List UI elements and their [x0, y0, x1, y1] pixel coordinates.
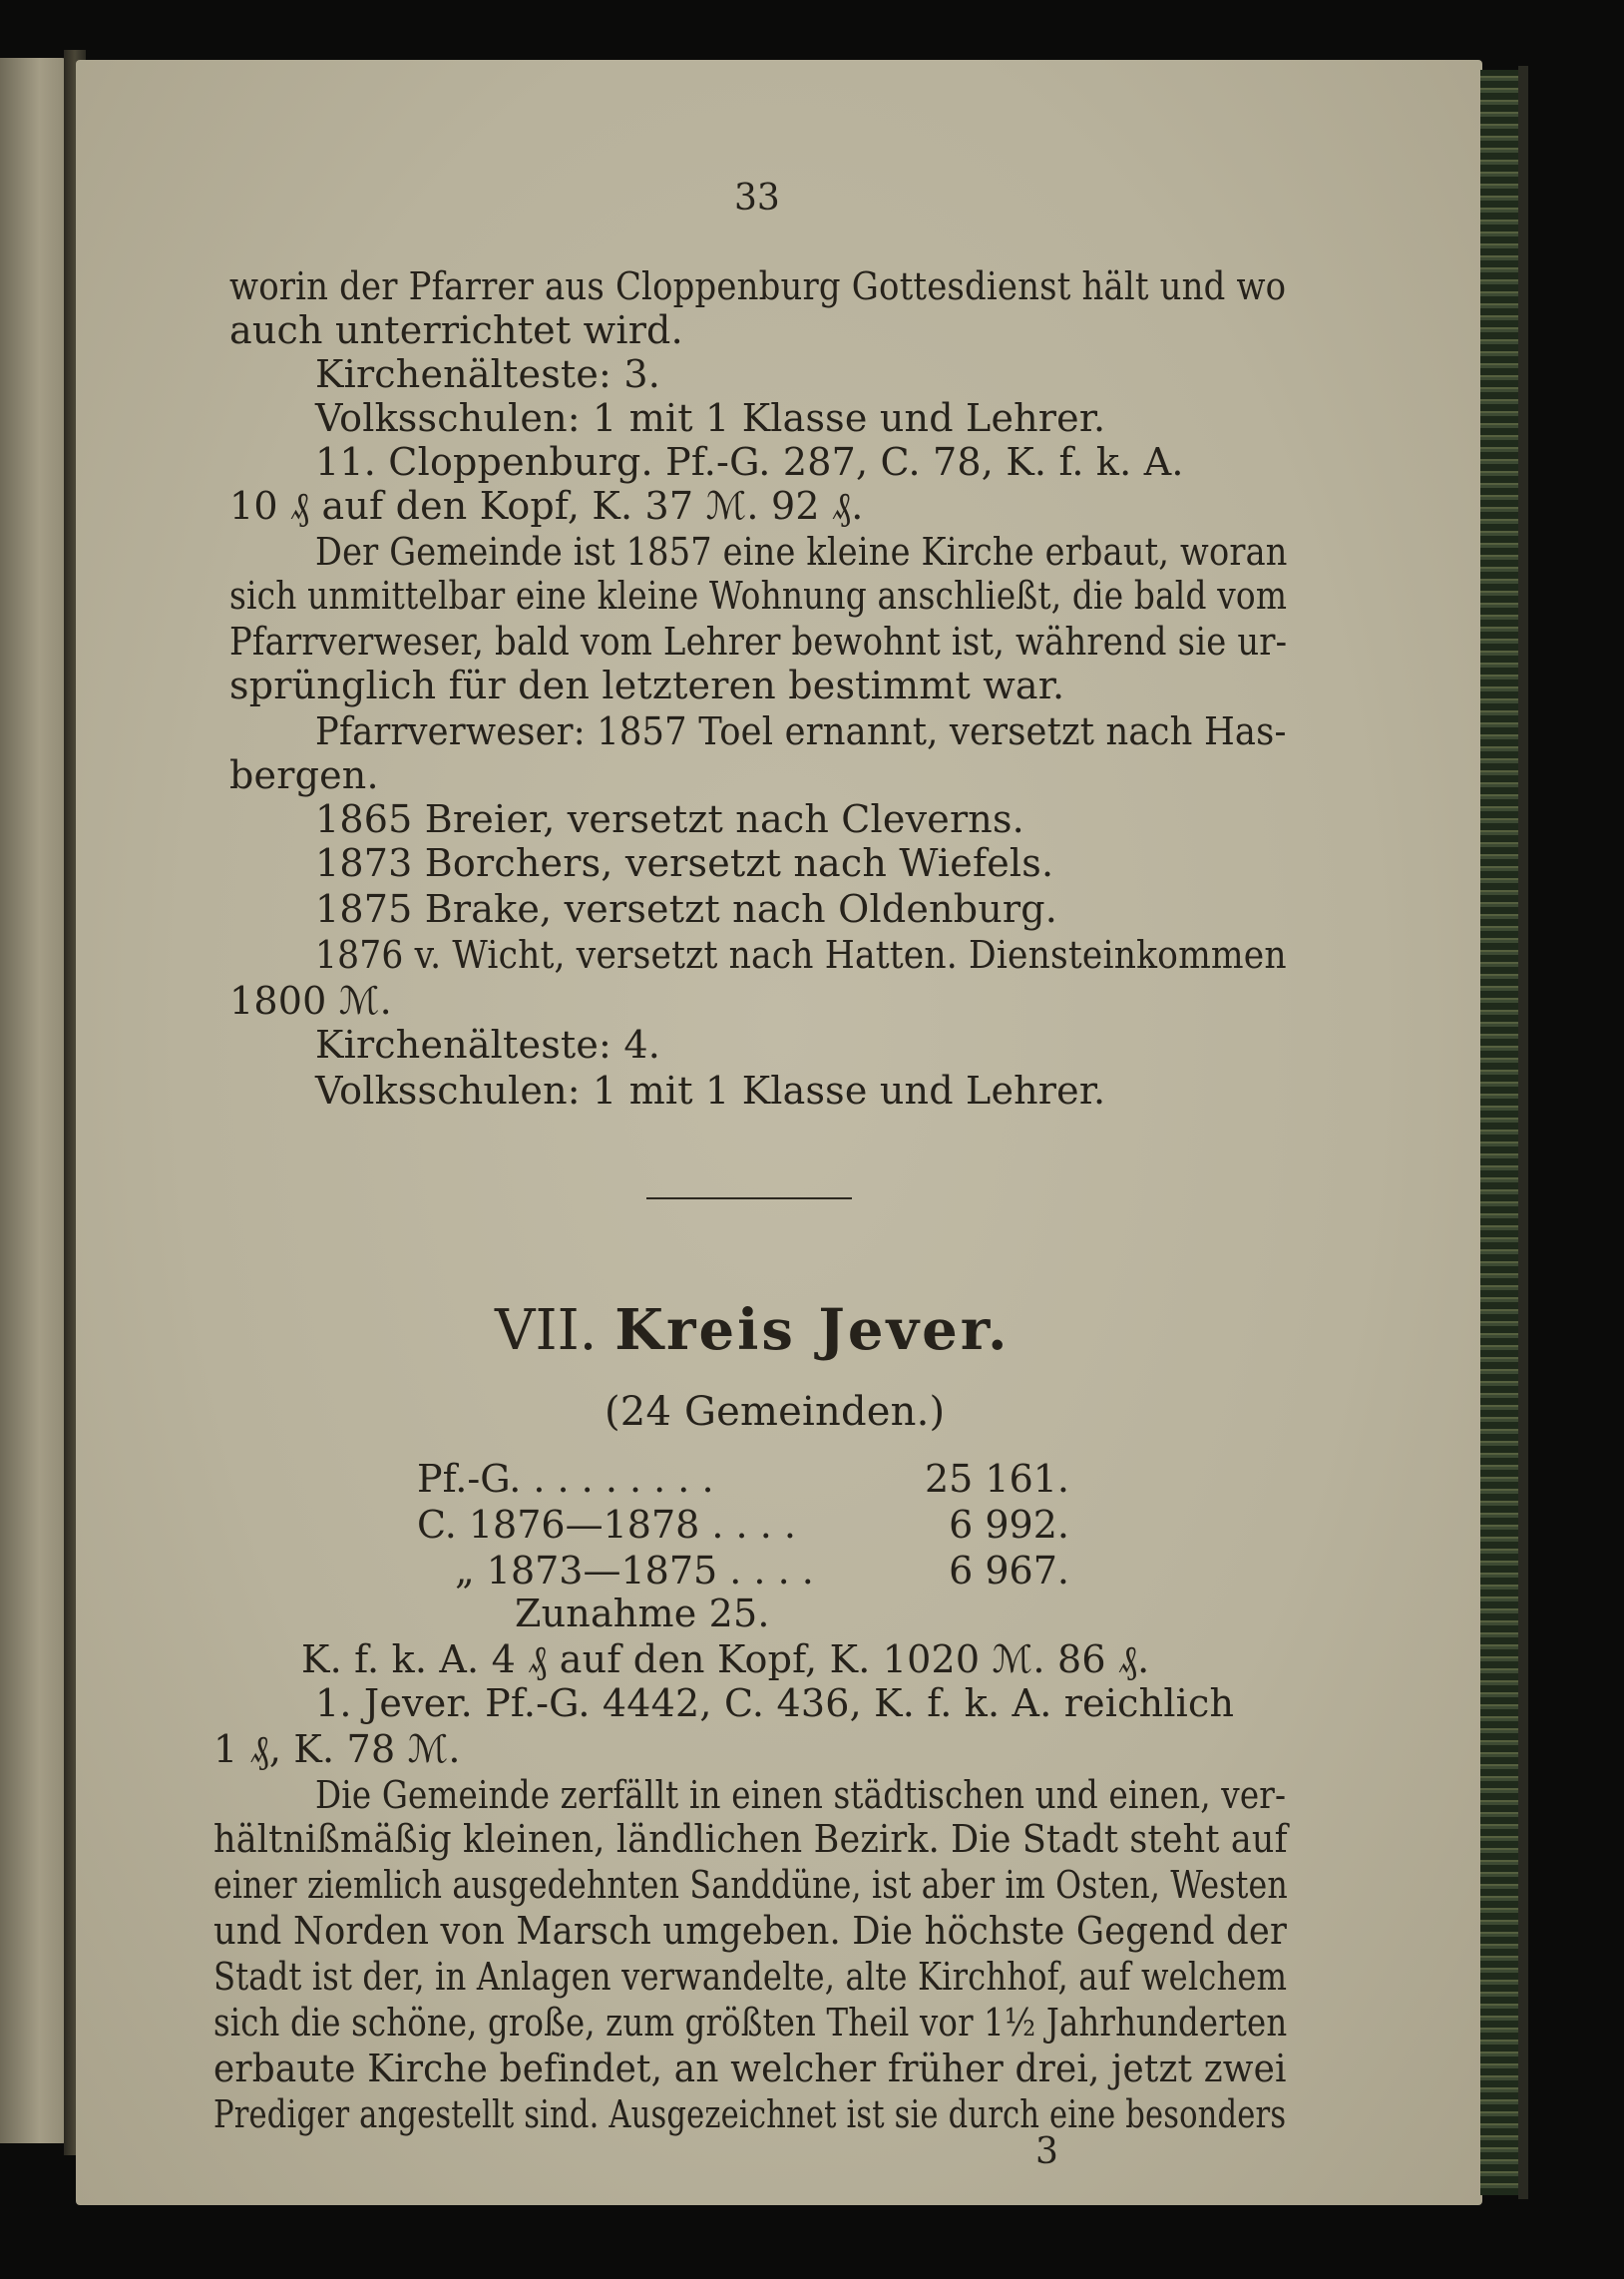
chapter-subtitle: (24 Gemeinden.) — [605, 1389, 946, 1435]
text-line-11: Pfarrverweser: 1857 Toel ernannt, versetzt nach Has- — [315, 709, 1287, 753]
signature-mark: 3 — [1035, 2131, 1058, 2172]
text-line-24: hältnißmäßig kleinen, ländlichen Bezirk. Die Stadt steht auf — [213, 1817, 1288, 1861]
text-line-30: Prediger angestellt sind. Ausgezeichnet ist sie durch eine besonders — [213, 2092, 1287, 2136]
stat-value: 6 992. — [949, 1503, 1069, 1547]
chapter-numeral: VII. — [495, 1298, 598, 1363]
stat-row — [455, 1549, 1069, 1593]
text-line-15: 1875 Brake, versetzt nach Oldenburg. — [315, 887, 1058, 931]
text-line-5: 11. Cloppenburg. Pf.-G. 287, C. 78, K. f. k. A. — [315, 440, 1184, 484]
stat-label: „ 1873—1875 . . . . — [455, 1549, 814, 1593]
text-line-4: Volksschulen: 1 mit 1 Klasse und Lehrer. — [315, 396, 1106, 440]
text-line-1: worin der Pfarrer aus Cloppenburg Gottesdienst hält und wo — [229, 264, 1287, 308]
page-number: 33 — [734, 178, 780, 219]
book-spine — [1480, 70, 1520, 2195]
text-line-13: 1865 Breier, versetzt nach Cleverns. — [315, 797, 1024, 841]
text-line-9: Pfarrverweser, bald vom Lehrer bewohnt ist, während sie ur- — [229, 620, 1288, 664]
stat-value: 25 161. — [924, 1457, 1069, 1501]
section-divider — [646, 1197, 852, 1199]
text-line-17: 1800 ℳ. — [229, 979, 392, 1023]
text-line-27: Stadt ist der, in Anlagen verwandelte, alte Kirchhof, auf welchem — [213, 1955, 1288, 1999]
text-line-18: Kirchenälteste: 4. — [315, 1023, 660, 1067]
chapter-title: Kreis Jever. — [614, 1297, 1011, 1363]
spine-edge — [1518, 66, 1528, 2199]
text-line-2: auch unterrichtet wird. — [229, 308, 683, 352]
stat-increase: Zunahme 25. — [515, 1592, 770, 1635]
text-line-20: K. f. k. A. 4 ₰ auf den Kopf, K. 1020 ℳ. 86 ₰. — [301, 1637, 1150, 1681]
text-line-16: 1876 v. Wicht, versetzt nach Hatten. Diensteinkommen — [315, 933, 1287, 977]
text-line-29: erbaute Kirche befindet, an welcher früher drei, jetzt zwei — [213, 2047, 1287, 2090]
stat-row — [417, 1457, 1069, 1501]
text-line-3: Kirchenälteste: 3. — [315, 352, 660, 396]
stat-label: Pf.-G. . . . . . . . . — [417, 1457, 714, 1501]
text-line-8: sich unmittelbar eine kleine Wohnung anschließt, die bald vom — [229, 574, 1288, 618]
text-line-23: Die Gemeinde zerfällt in einen städtischen und einen, ver- — [315, 1773, 1287, 1817]
text-line-21: 1. Jever. Pf.-G. 4442, C. 436, K. f. k. A. reichlich — [315, 1681, 1235, 1725]
stat-row — [417, 1503, 1069, 1547]
text-line-7: Der Gemeinde ist 1857 eine kleine Kirche erbaut, woran — [315, 530, 1288, 574]
text-line-25: einer ziemlich ausgedehnten Sanddüne, ist aber im Osten, Westen — [213, 1863, 1288, 1907]
stat-value: 6 967. — [949, 1549, 1069, 1593]
text-line-22: 1 ₰, K. 78 ℳ. — [213, 1727, 461, 1771]
text-line-19: Volksschulen: 1 mit 1 Klasse und Lehrer. — [315, 1069, 1106, 1113]
left-page-edge — [0, 58, 72, 2143]
text-line-6: 10 ₰ auf den Kopf, K. 37 ℳ. 92 ₰. — [229, 484, 864, 528]
text-line-26: und Norden von Marsch umgeben. Die höchste Gegend der — [213, 1909, 1288, 1953]
text-line-10: sprünglich für den letzteren bestimmt war. — [229, 664, 1065, 707]
text-line-28: sich die schöne, große, zum größten Theil vor 1½ Jahrhunderten — [213, 2001, 1288, 2045]
text-line-14: 1873 Borchers, versetzt nach Wiefels. — [315, 841, 1054, 885]
text-line-12: bergen. — [229, 753, 379, 797]
chapter-heading — [495, 1297, 1053, 1364]
stat-label: C. 1876—1878 . . . . — [417, 1503, 796, 1547]
